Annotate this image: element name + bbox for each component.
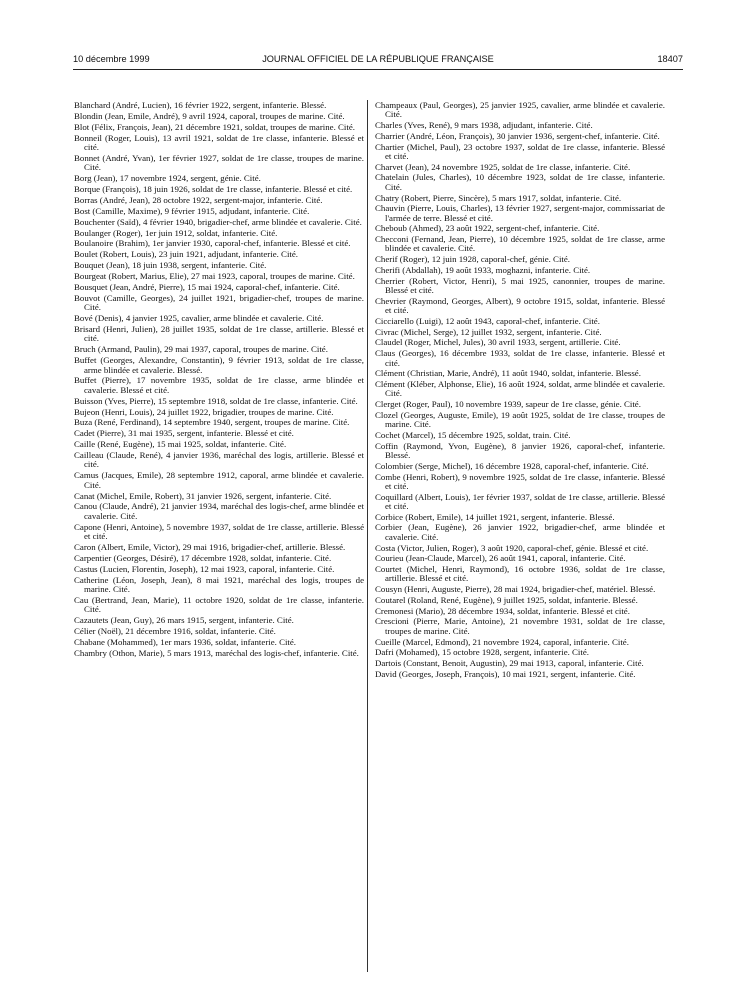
list-item: Buza (René, Ferdinand), 14 septembre 1940, sergent, troupes de marine. Cité. <box>74 417 350 428</box>
list-item: Canat (Michel, Emile, Robert), 31 janvier 1926, sergent, infanterie. Cité. <box>74 490 332 501</box>
list-item: Coutarel (Roland, René, Eugène), 9 juillet 1925, soldat, infanterie. Blessé. <box>375 594 638 605</box>
list-item: Caron (Albert, Emile, Victor), 29 mai 1916, brigadier-chef, artillerie. Blessé. <box>74 541 346 552</box>
list-item: Buffet (Georges, Alexandre, Constantin), 9 février 1913, soldat de 1re classe, arme blindée et cavalerie. Blessé. <box>74 355 364 375</box>
list-item: Brisard (Henri, Julien), 28 juillet 1935, soldat de 1re classe, artillerie. Blessé et cité. <box>74 324 364 344</box>
list-item: Bouvot (Camille, Georges), 24 juillet 1921, brigadier-chef, troupes de marine. Cité. <box>74 292 364 313</box>
list-item: Clozel (Georges, Auguste, Emile), 19 août 1925, soldat de 1re classe, troupes de marine. Cité. <box>375 409 665 430</box>
list-item: Borg (Jean), 17 novembre 1924, sergent, génie. Cité. <box>74 173 261 184</box>
list-item: Chambry (Othon, Marie), 5 mars 1913, maréchal des logis-chef, infanterie. Cité. <box>74 647 359 658</box>
list-item: Cherrier (Robert, Victor, Henri), 5 mai 1925, canonnier, troupes de marine. Blessé et cité. <box>375 275 665 296</box>
list-item: Bouquet (Jean), 18 juin 1938, sergent, infanterie. Cité. <box>74 260 267 271</box>
list-item: Coquillard (Albert, Louis), 1er février 1937, soldat de 1re classe, artillerie. Blessé et cité. <box>375 491 665 511</box>
list-item: Bujeon (Henri, Louis), 24 juillet 1922, brigadier, troupes de marine. Cité. <box>74 406 334 417</box>
list-item: Corbier (Jean, Eugène), 26 janvier 1922, brigadier-chef, arme blindée et cavalerie. Cité. <box>375 522 665 542</box>
left-column <box>74 101 364 660</box>
list-item: Checconi (Fernand, Jean, Pierre), 10 décembre 1925, soldat de 1re classe, arme blindée et cavalerie. Cité. <box>375 234 665 254</box>
list-item: Cau (Bertrand, Jean, Marie), 11 octobre 1920, soldat de 1re classe, infanterie. Cité. <box>74 594 364 615</box>
list-item: Charles (Yves, René), 9 mars 1938, adjudant, infanterie. Cité. <box>375 120 593 131</box>
list-item: Cazautets (Jean, Guy), 26 mars 1915, sergent, infanterie. Cité. <box>74 615 294 626</box>
list-item: Chauvin (Pierre, Louis, Charles), 13 février 1927, sergent-major, commissariat de l'armée de terre. Blessé et cité. <box>375 203 665 223</box>
list-item: Bourgeat (Robert, Marius, Elie), 27 mai 1923, caporal, troupes de marine. Cité. <box>74 271 355 282</box>
right-column <box>375 101 665 681</box>
list-item: Cochet (Marcel), 15 décembre 1925, soldat, train. Cité. <box>375 429 571 440</box>
list-item: Carpentier (Georges, Désiré), 17 décembre 1928, soldat, infanterie. Cité. <box>74 552 332 563</box>
list-item: Charrier (André, Léon, François), 30 janvier 1936, sergent-chef, infanterie. Cité. <box>375 130 660 141</box>
list-item: Cicciarello (Luigi), 12 août 1943, caporal-chef, infanterie. Cité. <box>375 315 600 326</box>
list-item: David (Georges, Joseph, François), 10 mai 1921, sergent, infanterie. Cité. <box>375 668 636 679</box>
list-item: Clément (Christian, Marie, André), 11 août 1940, soldat, infanterie. Blessé. <box>375 368 641 379</box>
list-item: Chartier (Michel, Paul), 23 octobre 1937, soldat de 1re classe, infanterie. Blessé et cité. <box>375 141 665 161</box>
list-item: Civrac (Michel, Serge), 12 juillet 1932, sergent, infanterie. Cité. <box>375 326 602 337</box>
list-item: Caille (René, Eugène), 15 mai 1925, soldat, infanterie. Cité. <box>74 439 287 450</box>
list-item: Borras (André, Jean), 28 octobre 1922, sergent-major, infanterie. Cité. <box>74 194 323 205</box>
list-item: Coffin (Raymond, Yvon, Eugène), 8 janvier 1926, caporal-chef, infanterie. Blessé. <box>375 440 665 461</box>
list-item: Blondin (Jean, Emile, André), 9 avril 1924, caporal, troupes de marine. Cité. <box>74 110 345 121</box>
list-item: Dafri (Mohamed), 15 octobre 1928, sergent, infanterie. Cité. <box>375 647 589 658</box>
list-item: Claus (Georges), 16 décembre 1933, soldat de 1re classe, infanterie. Blessé et cité. <box>375 348 665 368</box>
list-item: Clerget (Roger, Paul), 10 novembre 1939, sapeur de 1re classe, génie. Cité. <box>375 399 641 410</box>
list-item: Célier (Noël), 21 décembre 1916, soldat, infanterie. Cité. <box>74 625 276 636</box>
list-item: Bové (Denis), 4 janvier 1925, cavalier, arme blindée et cavalerie. Cité. <box>74 313 324 324</box>
header-page-number: 18407 <box>657 54 683 64</box>
list-item: Chatry (Robert, Pierre, Sincère), 5 mars 1917, soldat, infanterie. Cité. <box>375 192 622 203</box>
list-item: Cherif (Roger), 12 juin 1928, caporal-chef, génie. Cité. <box>375 254 570 265</box>
list-item: Cremonesi (Mario), 28 décembre 1934, soldat, infanterie. Blessé et cité. <box>375 605 630 616</box>
list-item: Blot (Félix, François, Jean), 21 décembre 1921, soldat, troupes de marine. Cité. <box>74 121 355 132</box>
list-item: Clément (Kléber, Alphonse, Elie), 16 août 1924, soldat, arme blindée et cavalerie. Cité. <box>375 379 665 399</box>
header-date: 10 décembre 1999 <box>73 54 150 64</box>
list-item: Cousyn (Henri, Auguste, Pierre), 28 mai 1924, brigadier-chef, matériel. Blessé. <box>375 584 656 595</box>
list-item: Charvet (Jean), 24 novembre 1925, soldat de 1re classe, infanterie. Cité. <box>375 161 631 172</box>
list-item: Chabane (Mohammed), 1er mars 1936, soldat, infanterie. Cité. <box>74 636 297 647</box>
list-item: Corbice (Robert, Emile), 14 juillet 1921, sergent, infanterie. Blessé. <box>375 511 615 522</box>
list-item: Cueille (Marcel, Edmond), 21 novembre 1924, caporal, infanterie. Cité. <box>375 636 629 647</box>
list-item: Blanchard (André, Lucien), 16 février 1922, sergent, infanterie. Blessé. <box>74 100 327 110</box>
list-item: Chatelain (Jules, Charles), 10 décembre 1923, soldat de 1re classe, infanterie. Cité. <box>375 172 665 192</box>
list-item: Camus (Jacques, Emile), 28 septembre 1912, caporal, arme blindée et cavalerie. Cité. <box>74 470 364 490</box>
column-divider <box>367 100 368 972</box>
list-item: Catherine (Léon, Joseph, Jean), 8 mai 1921, maréchal des logis, troupes de marine. Cité. <box>74 574 364 594</box>
list-item: Bousquet (Jean, André, Pierre), 15 mai 1924, caporal-chef, infanterie. Cité. <box>74 282 340 293</box>
list-item: Bruch (Armand, Paulin), 29 mai 1937, caporal, troupes de marine. Cité. <box>74 344 328 355</box>
list-item: Combe (Henri, Robert), 9 novembre 1925, soldat de 1re classe, infanterie. Blessé et cité. <box>375 471 665 491</box>
list-item: Boulet (Robert, Louis), 23 juin 1921, adjudant, infanterie. Cité. <box>74 249 298 260</box>
list-item: Borque (François), 18 juin 1926, soldat de 1re classe, infanterie. Blessé et cité. <box>74 184 353 195</box>
list-item: Bonneil (Roger, Louis), 13 avril 1921, soldat de 1re classe, infanterie. Blessé et cité. <box>74 132 364 153</box>
list-item: Dartois (Constant, Benoit, Augustin), 29 mai 1913, caporal, infanterie. Cité. <box>375 658 644 668</box>
list-item: Colombier (Serge, Michel), 16 décembre 1928, caporal-chef, infanterie. Cité. <box>375 460 649 471</box>
list-item: Bost (Camille, Maxime), 9 février 1915, adjudant, infanterie. Cité. <box>74 205 310 216</box>
list-item: Boulanoire (Brahim), 1er janvier 1930, caporal-chef, infanterie. Blessé et cité. <box>74 238 351 249</box>
list-item: Buisson (Yves, Pierre), 15 septembre 1918, soldat de 1re classe, infanterie. Cité. <box>74 395 358 406</box>
list-item: Cailleau (Claude, René), 4 janvier 1936, maréchal des logis, artillerie. Blessé et cité. <box>74 450 364 470</box>
list-item: Chevrier (Raymond, Georges, Albert), 9 octobre 1915, soldat, infanterie. Blessé et cité. <box>375 295 665 316</box>
list-item: Crescioni (Pierre, Marie, Antoine), 21 novembre 1931, soldat de 1re classe, troupes de marine. Cité. <box>375 616 665 636</box>
list-item: Cheboub (Ahmed), 23 août 1922, sergent-chef, infanterie. Cité. <box>375 223 600 234</box>
header-rule <box>73 69 683 70</box>
list-item: Castus (Lucien, Florentin, Joseph), 12 mai 1923, caporal, infanterie. Cité. <box>74 563 335 574</box>
list-item: Capone (Henri, Antoine), 5 novembre 1937, soldat de 1re classe, artillerie. Blessé et cité. <box>74 521 364 542</box>
list-item: Cherifi (Abdallah), 19 août 1933, moghazni, infanterie. Cité. <box>375 264 591 275</box>
list-item: Canou (Claude, André), 21 janvier 1934, maréchal des logis-chef, arme blindée et cavalerie. Cité. <box>74 501 364 521</box>
list-item: Claudel (Roger, Michel, Jules), 30 avril 1933, sergent, artillerie. Cité. <box>375 337 621 348</box>
list-item: Cadet (Pierre), 31 mai 1935, sergent, infanterie. Blessé et cité. <box>74 428 294 439</box>
list-item: Bouchenter (Saïd), 4 février 1940, brigadier-chef, arme blindée et cavalerie. Cité. <box>74 216 362 227</box>
list-item: Costa (Victor, Julien, Roger), 3 août 1920, caporal-chef, génie. Blessé et cité. <box>375 542 649 553</box>
list-item: Buffet (Pierre), 17 novembre 1935, soldat de 1re classe, arme blindée et cavalerie. Blessé et cité. <box>74 375 364 395</box>
list-item: Champeaux (Paul, Georges), 25 janvier 1925, cavalier, arme blindée et cavalerie. Cité. <box>375 100 665 120</box>
header-title: JOURNAL OFFICIEL DE LA RÉPUBLIQUE FRANÇAISE <box>262 54 494 64</box>
list-item: Boulanger (Roger), 1er juin 1912, soldat, infanterie. Cité. <box>74 227 278 238</box>
page-header <box>73 54 683 68</box>
list-item: Courtet (Michel, Henri, Raymond), 16 octobre 1936, soldat de 1re classe, artillerie. Blessé et cité. <box>375 564 665 584</box>
list-item: Bonnet (André, Yvan), 1er février 1927, soldat de 1re classe, troupes de marine. Cité. <box>74 152 364 173</box>
list-item: Courieu (Jean-Claude, Marcel), 26 août 1941, caporal, infanterie. Cité. <box>375 553 626 564</box>
